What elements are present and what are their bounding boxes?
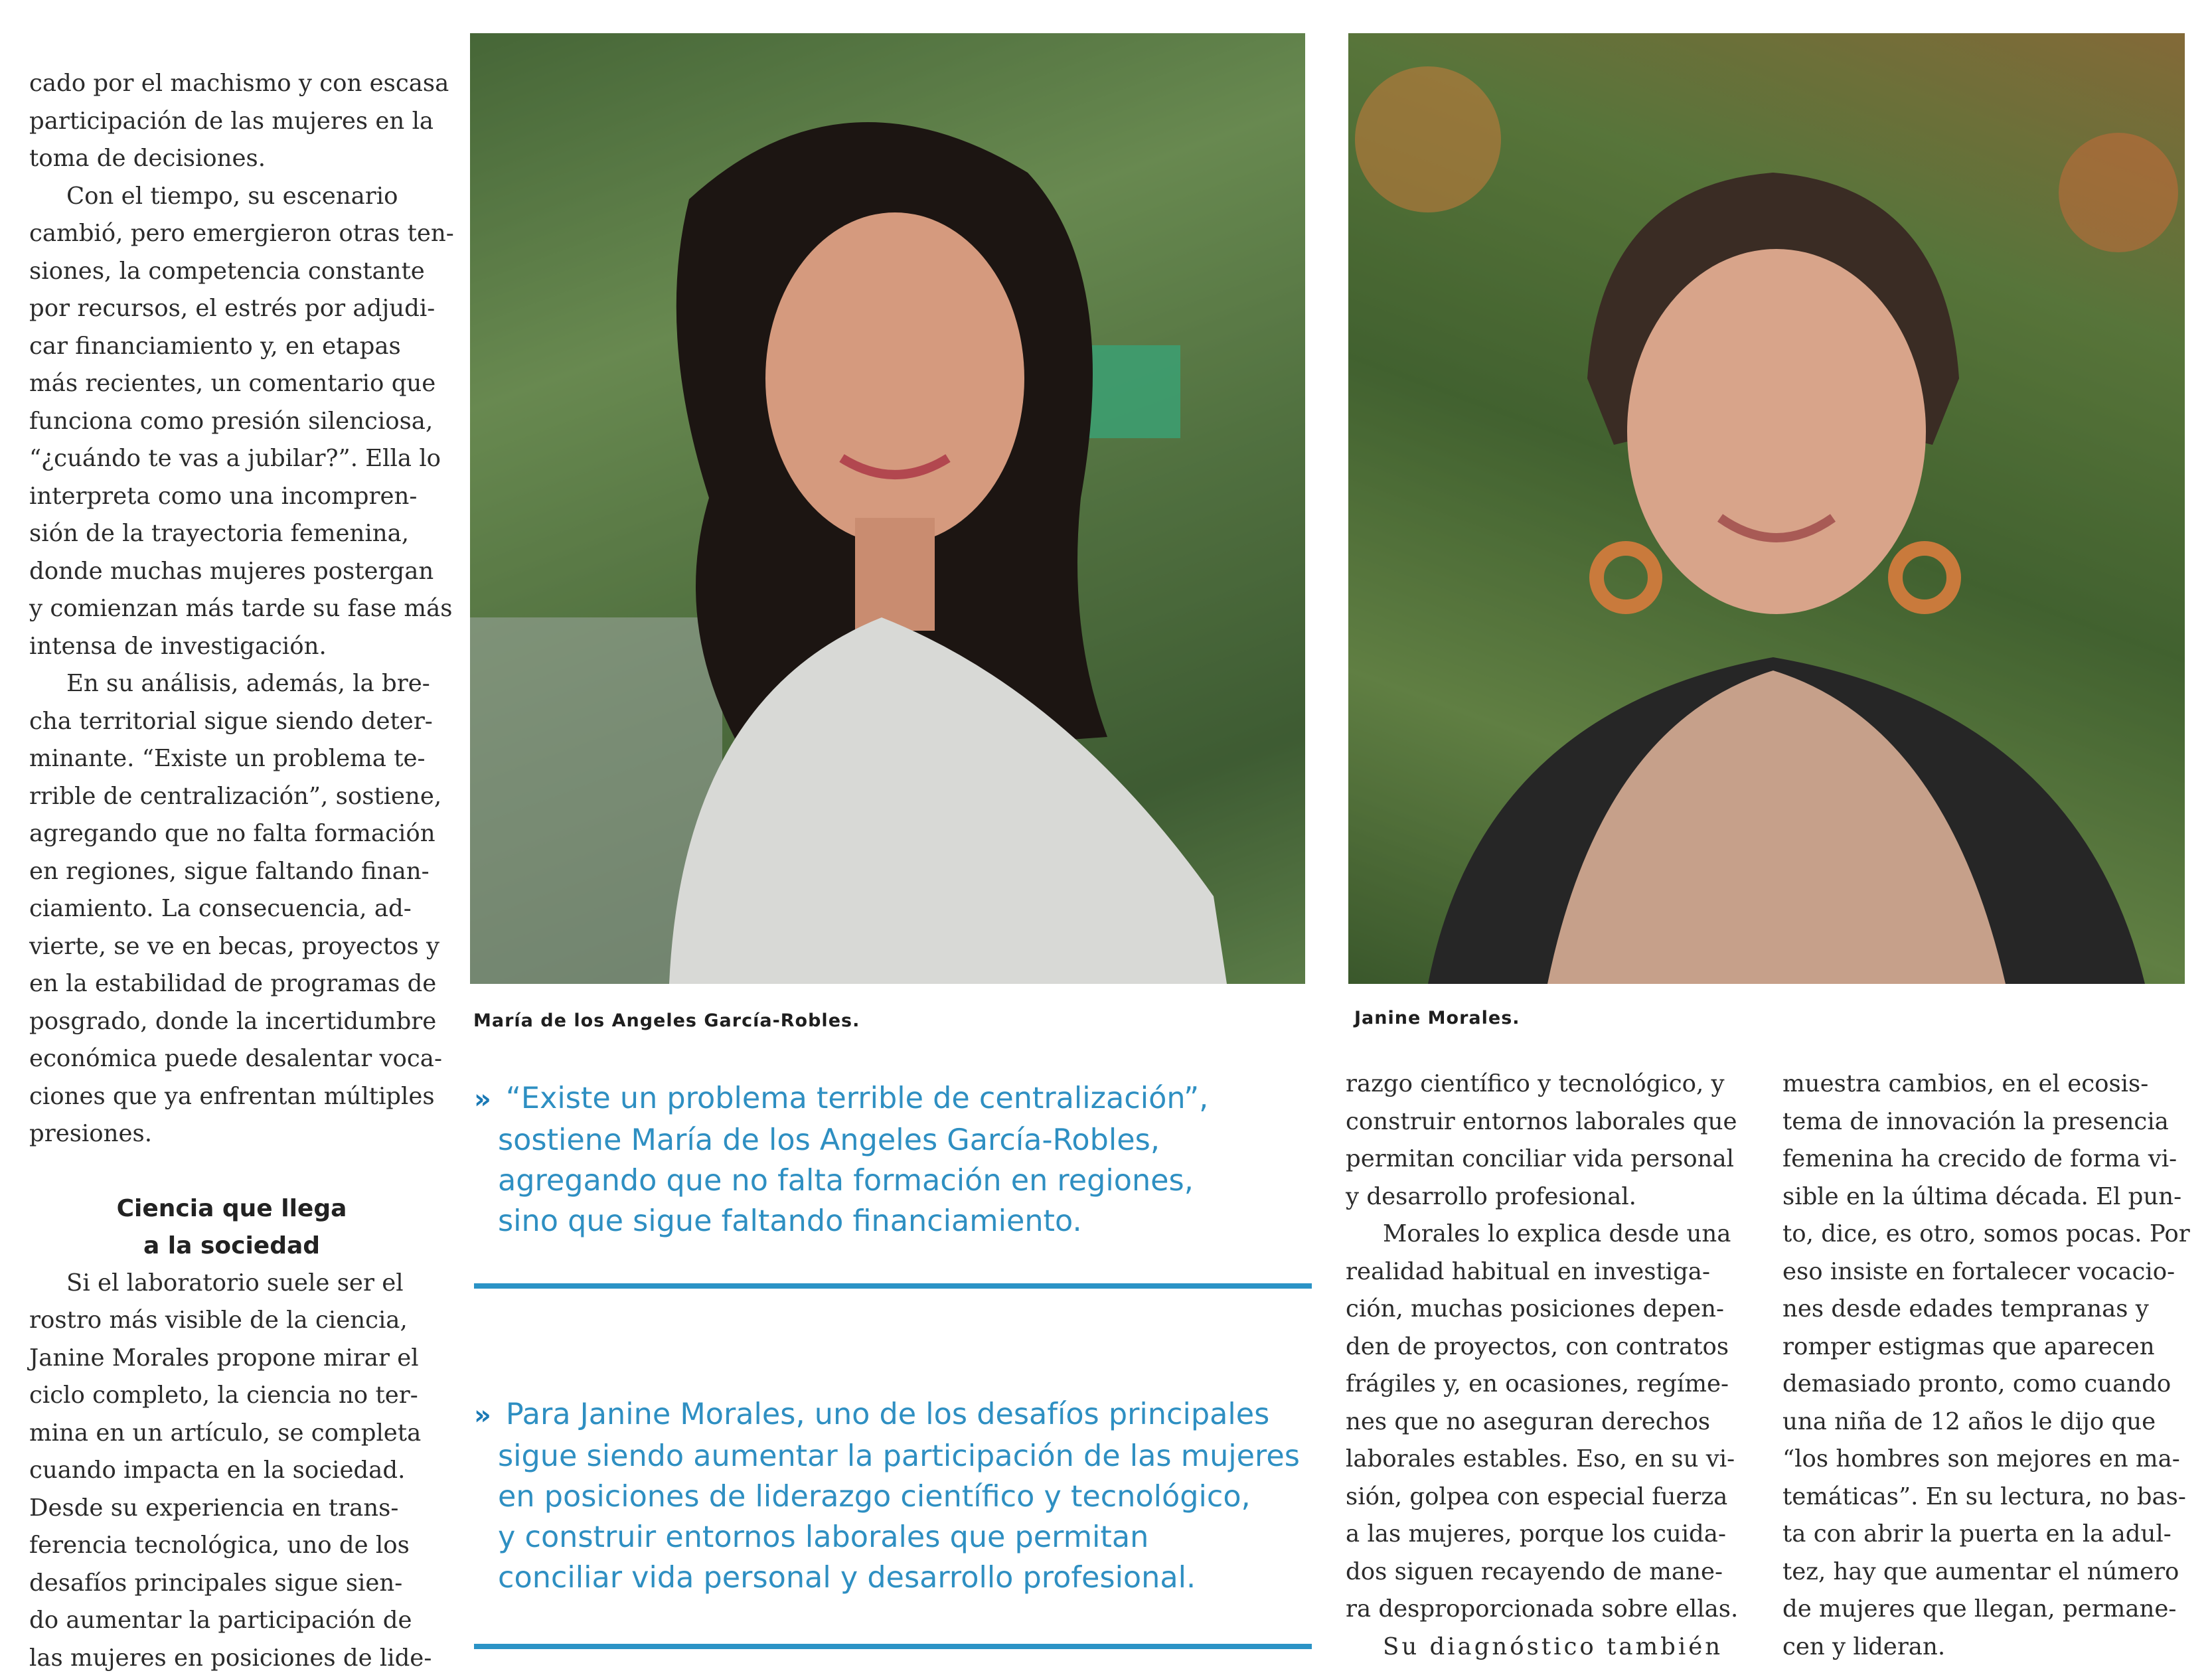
- text-line: cuando impacta en la sociedad.: [29, 1452, 434, 1490]
- text-line: agregando que no falta formación: [29, 815, 434, 853]
- text-line: ciamiento. La consecuencia, ad-: [29, 890, 434, 928]
- text-line: ción, muchas posiciones depen-: [1346, 1291, 1751, 1328]
- pull-quote-1: [474, 1078, 1310, 1241]
- text-line: una niña de 12 años le dijo que: [1782, 1403, 2181, 1441]
- text-line: ferencia tecnológica, uno de los: [29, 1527, 434, 1565]
- quote-line: [474, 1078, 1310, 1120]
- quote-divider: [474, 1283, 1312, 1289]
- col3-block-b: [1346, 1216, 1751, 1629]
- text-line: a las mujeres, porque los cuida-: [1346, 1516, 1751, 1554]
- text-line: Desde su experiencia en trans-: [29, 1490, 434, 1528]
- text-line: participación de las mujeres en la: [29, 103, 434, 141]
- quote-line: sigue siendo aumentar la participación de las mujeres: [474, 1436, 1310, 1477]
- article-column-4: [1782, 1066, 2181, 1666]
- text-line: más recientes, un comentario que: [29, 365, 434, 403]
- text-line: cambió, pero emergieron otras ten-: [29, 215, 434, 253]
- article-column-1: [29, 65, 434, 1677]
- text-line: construir entornos laborales que: [1346, 1103, 1751, 1141]
- subheading-line: Ciencia que llega: [29, 1190, 434, 1228]
- text-line: donde muchas mujeres postergan: [29, 553, 434, 591]
- text-line: to, dice, es otro, somos pocas. Por: [1782, 1216, 2181, 1253]
- quote-text: Para Janine Morales, uno de los desafíos principales: [506, 1398, 1269, 1431]
- quote-line: agregando que no falta formación en regiones,: [474, 1160, 1310, 1201]
- pull-quote-2: [474, 1394, 1310, 1598]
- article-column-3: [1346, 1066, 1751, 1666]
- col1-block-c: [29, 665, 434, 1153]
- quote-line: sostiene María de los Angeles García-Robles,: [474, 1120, 1310, 1160]
- text-line: las mujeres en posiciones de lide-: [29, 1640, 434, 1677]
- text-line: presiones.: [29, 1115, 434, 1153]
- portrait-illustration: [470, 33, 1305, 984]
- text-line: “los hombres son mejores en ma-: [1782, 1441, 2181, 1478]
- text-line: en la estabilidad de programas de: [29, 965, 434, 1003]
- text-line: realidad habitual en investiga-: [1346, 1253, 1751, 1291]
- text-line: nes que no aseguran derechos: [1346, 1403, 1751, 1441]
- text-line: ciclo completo, la ciencia no ter-: [29, 1377, 434, 1415]
- text-line: cado por el machismo y con escasa: [29, 65, 434, 103]
- text-line: en regiones, sigue faltando finan-: [29, 853, 434, 891]
- text-line: romper estigmas que aparecen: [1782, 1328, 2181, 1366]
- photo-garcia-robles: [470, 33, 1305, 984]
- text-line: Su diagnóstico también: [1346, 1629, 1751, 1666]
- quote-line: y construir entornos laborales que permitan: [474, 1517, 1310, 1557]
- text-line: sible en la última década. El pun-: [1782, 1178, 2181, 1216]
- text-line: sión de la trayectoria femenina,: [29, 515, 434, 553]
- text-line: minante. “Existe un problema te-: [29, 740, 434, 778]
- text-line: “¿cuándo te vas a jubilar?”. Ella lo: [29, 440, 434, 478]
- text-line: temáticas”. En su lectura, no bas-: [1782, 1478, 2181, 1516]
- text-line: eso insiste en fortalecer vocacio-: [1782, 1253, 2181, 1291]
- quote-text: “Existe un problema terrible de centralización”,: [506, 1081, 1208, 1115]
- quote-divider: [474, 1644, 1312, 1649]
- text-line: posgrado, donde la incertidumbre: [29, 1003, 434, 1041]
- text-line: toma de decisiones.: [29, 140, 434, 178]
- text-line: rrible de centralización”, sostiene,: [29, 778, 434, 816]
- text-line: En su análisis, además, la bre-: [29, 665, 434, 703]
- text-line: ta con abrir la puerta en la adul-: [1782, 1516, 2181, 1554]
- text-line: muestra cambios, en el ecosis-: [1782, 1066, 2181, 1103]
- text-line: Con el tiempo, su escenario: [29, 178, 434, 216]
- text-line: y comienzan más tarde su fase más: [29, 590, 434, 628]
- photo-janine-morales: [1348, 33, 2185, 984]
- col1-block-b: [29, 178, 434, 666]
- quote-line: [474, 1394, 1310, 1436]
- section-subheading: [29, 1190, 434, 1265]
- text-line: den de proyectos, con contratos: [1346, 1328, 1751, 1366]
- text-line: sión, golpea con especial fuerza: [1346, 1478, 1751, 1516]
- text-line: demasiado pronto, como cuando: [1782, 1366, 2181, 1403]
- text-line: vierte, se ve en becas, proyectos y: [29, 928, 434, 966]
- text-line: laborales estables. Eso, en su vi-: [1346, 1441, 1751, 1478]
- text-line: do aumentar la participación de: [29, 1602, 434, 1640]
- text-line: intensa de investigación.: [29, 628, 434, 666]
- photo-caption: María de los Angeles García-Robles.: [473, 1010, 860, 1031]
- text-line: rostro más visible de la ciencia,: [29, 1302, 434, 1340]
- quote-line: sino que sigue faltando financiamiento.: [474, 1201, 1310, 1241]
- quote-line: conciliar vida personal y desarrollo profesional.: [474, 1557, 1310, 1598]
- text-line: Si el laboratorio suele ser el: [29, 1265, 434, 1303]
- double-chevron-icon: »: [474, 1396, 491, 1436]
- col3-block-a: [1346, 1066, 1751, 1216]
- text-line: car financiamiento y, en etapas: [29, 328, 434, 366]
- photo-caption: Janine Morales.: [1354, 1008, 1520, 1028]
- text-line: frágiles y, en ocasiones, regíme-: [1346, 1366, 1751, 1403]
- text-line: tez, hay que aumentar el número: [1782, 1554, 2181, 1591]
- text-line: y desarrollo profesional.: [1346, 1178, 1751, 1216]
- text-line: siones, la competencia constante: [29, 253, 434, 291]
- text-line: razgo científico y tecnológico, y: [1346, 1066, 1751, 1103]
- text-line: funciona como presión silenciosa,: [29, 403, 434, 441]
- portrait-illustration: [1348, 33, 2185, 984]
- text-line: ciones que ya enfrentan múltiples: [29, 1078, 434, 1116]
- col3-block-c: [1346, 1629, 1751, 1666]
- text-line: ra desproporcionada sobre ellas.: [1346, 1591, 1751, 1629]
- col1-block-a: [29, 65, 434, 178]
- col1-block-d: [29, 1265, 434, 1677]
- text-line: tema de innovación la presencia: [1782, 1103, 2181, 1141]
- subheading-line: a la sociedad: [29, 1228, 434, 1265]
- text-line: cha territorial sigue siendo deter-: [29, 703, 434, 741]
- text-line: Janine Morales propone mirar el: [29, 1340, 434, 1378]
- text-line: de mujeres que llegan, permane-: [1782, 1591, 2181, 1629]
- text-line: desafíos principales sigue sien-: [29, 1565, 434, 1603]
- text-line: interpreta como una incompren-: [29, 478, 434, 516]
- text-line: permitan conciliar vida personal: [1346, 1141, 1751, 1178]
- text-line: cen y lideran.: [1782, 1629, 2181, 1666]
- text-line: nes desde edades tempranas y: [1782, 1291, 2181, 1328]
- text-line: dos siguen recayendo de mane-: [1346, 1554, 1751, 1591]
- text-line: mina en un artículo, se completa: [29, 1415, 434, 1453]
- text-line: Morales lo explica desde una: [1346, 1216, 1751, 1253]
- double-chevron-icon: »: [474, 1079, 491, 1120]
- text-line: económica puede desalentar voca-: [29, 1040, 434, 1078]
- text-line: femenina ha crecido de forma vi-: [1782, 1141, 2181, 1178]
- text-line: por recursos, el estrés por adjudi-: [29, 290, 434, 328]
- quote-line: en posiciones de liderazgo científico y tecnológico,: [474, 1477, 1310, 1517]
